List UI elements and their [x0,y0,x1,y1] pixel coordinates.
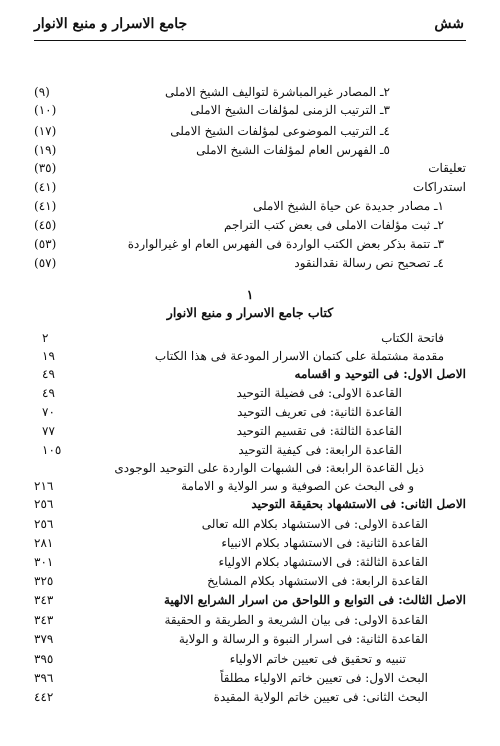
toc-entry-page: ٤٤٢ [34,690,54,704]
toc-entry-text: القاعدة الثالثة: فی تقسیم التوحید [236,424,402,438]
section-title: کتاب جامع الاسرار و منبع الانوار [166,305,334,320]
toc-entry-text: الاصل الثانی: فی الاستشهاد بحقیقة التوحید [251,497,466,511]
toc-entry-page: ٣٧٩ [34,632,54,646]
toc-entry-text: القاعدة الاولی: فی بیان الشریعة و الطریقة و الحقیقة [164,613,428,627]
section-number: ١ [246,287,254,302]
toc-entry [34,328,466,348]
toc-entry [34,383,466,403]
toc-entry [34,364,466,384]
toc-entry-text: ١ـ مصادر جدیدة عن حیاة الشیخ الاملی [252,199,444,213]
page-label: شش [434,16,464,32]
toc-entry-text: الاصل الثالث: فی التوابع و اللواحق من اسرار الشرایع الالهیة [163,593,466,607]
toc-entry-page: ٢٥٦ [34,517,54,531]
toc-entry [34,629,466,649]
toc-entry [34,440,466,460]
toc-entry-text: البحث الاول: فی تعیین خاتم الاولیاء مطلقاً [220,671,428,685]
toc-entry-text: ٢ـ ثبت مؤلفات الاملی فی بعض کتب التراجم [224,218,444,232]
toc-entry-page: (٥٣) [34,237,57,251]
toc-entry-page: ١٩ [42,349,55,363]
toc-entry [34,177,466,197]
running-title: جامع الاسرار و منبع الانوار [34,16,188,32]
toc-entry-page: ٤٩ [42,367,55,381]
toc-entry-text: القاعدة الرابعة: فی کیفیة التوحید [238,443,402,457]
toc-entry-text: القاعدة الرابعة: فی الاستشهاد بکلام المشایخ [207,574,428,588]
toc-entry-text: ٣ـ تتمة بذکر بعض الکتب الواردة فی الفهرس العام او غیرالواردة [127,237,444,251]
toc-entry-page: ٣٠١ [34,555,54,569]
toc-entry [34,476,466,496]
toc-entry [34,82,466,102]
toc-entry-text: ٢ـ المصادر غیرالمباشرة لتوالیف الشیخ الاملی [164,85,390,99]
toc-entry-text: القاعدة الاولی: فی الاستشهاد بکلام الله تعالی [201,517,428,531]
toc-entry-page: ٣٩٥ [34,652,54,666]
toc-entry-text: تنبیه و تحقیق فی تعیین خاتم الاولیاء [229,652,406,666]
toc-entry-page: (٤١) [34,180,57,194]
toc-entry-text: ٤ـ الترتیب الموضوعی لمؤلفات الشیخ الاملی [170,124,390,138]
toc-entry-text: و فی البحث عن الصوفیة و سر الولایة و الامامة [181,479,414,493]
toc-entry-page: ٧٧ [42,424,55,438]
toc-entry-page: ٣٩٦ [34,671,54,685]
toc-entry-text: ٤ـ تصحیح نص رسالة نقدالنقود [294,256,444,270]
toc-entry-page: (٩) [34,85,50,99]
toc-entry [34,571,466,591]
toc-entry [34,346,466,366]
toc-entry-text: ٣ـ الترتیب الزمنی لمؤلفات الشیخ الاملی [190,103,390,117]
toc-entry-page: (٣٥) [34,161,57,175]
toc-entry-page: (٤٥) [34,218,57,232]
toc-entry-text: مقدمة مشتملة علی کتمان الاسرار المودعة فی هذا الکتاب [154,349,444,363]
toc-entry [34,494,466,514]
toc-entry [34,514,466,534]
toc-entry [34,668,466,688]
toc-entry-text: الاصل الاول: فی التوحید و اقسامه [294,367,466,381]
toc-entry-text: القاعدة الثانیة: فی اسرار النبوة و الرسالة و الولایة [178,632,428,646]
toc-entry-text: ذیل القاعدة الرابعة: فی الشبهات الواردة علی التوحید الوجودی [114,461,424,475]
toc-entry-page: ٢١٦ [34,479,54,493]
toc-entry-page: (١٠) [34,103,57,117]
toc-entry-text: فاتحة الکتاب [381,331,444,345]
toc-entry-page: ٣٢٥ [34,574,54,588]
toc-entry-page: ٢ [42,331,49,345]
toc-entry [34,140,466,160]
toc-entry-text: القاعدة الثانیة: فی الاستشهاد بکلام الانبیاء [221,536,428,550]
header-rule [34,40,466,41]
toc-entry [34,215,466,235]
toc-entry [34,590,466,610]
toc-entry-page: ١٠٥ [42,443,62,457]
toc-entry [34,158,466,178]
toc-entry-text: القاعدة الاولی: فی فضیلة التوحید [236,386,402,400]
toc-entry-page: (٥٧) [34,256,57,270]
toc-entry-page: ٧٠ [42,405,55,419]
toc-entry [34,533,466,553]
toc-entry [34,100,466,120]
toc-entry [34,421,466,441]
toc-entry [34,253,466,273]
toc-entry [34,402,466,422]
toc-entry [34,687,466,707]
toc-entry [34,121,466,141]
toc-entry-page: ٣٤٣ [34,613,54,627]
toc-entry-page: (١٩) [34,143,57,157]
toc-entry [34,196,466,216]
toc-entry [34,552,466,572]
toc-entry-text: البحث الثانی: فی تعیین خاتم الولایة المقیدة [213,690,428,704]
toc-entry-page: ٢٥٦ [34,497,54,511]
toc-entry-page: ٤٩ [42,386,55,400]
toc-entry-text: القاعدة الثالثة: فی الاستشهاد بکلام الاولیاء [218,555,428,569]
toc-entry [34,649,466,669]
toc-entry-page: ٣٤٣ [34,593,54,607]
toc-entry-text: استدراکات [412,180,466,194]
toc-entry [34,458,466,478]
toc-entry-text: ٥ـ الفهرس العام لمؤلفات الشیخ الاملی [196,143,390,157]
toc-entry-page: ٢٨١ [34,536,54,550]
toc-entry-text: تعلیقات [428,161,466,175]
toc-entry [34,610,466,630]
toc-entry-text: القاعدة الثانیة: فی تعریف التوحید [237,405,402,419]
toc-entry [34,234,466,254]
toc-entry-page: (٤١) [34,199,57,213]
toc-entry-page: (١٧) [34,124,57,138]
